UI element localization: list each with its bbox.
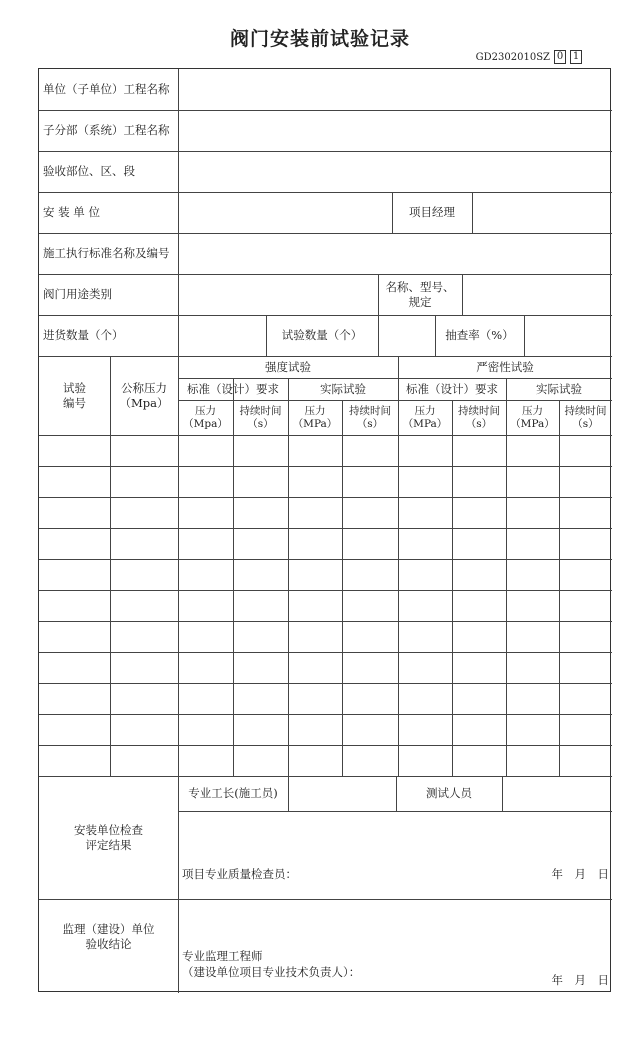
label-name-model-line1: 名称、型号、 [385,279,455,294]
field-test-qty[interactable] [379,316,434,355]
header-test-no-line1: 试验 [63,380,86,395]
label-foreman: 专业工长(施工员) [188,786,278,800]
table-row[interactable] [39,652,612,683]
header-duration-line2: （s） [465,417,493,430]
label-engineer-line2: （建设单位项目专业技术负责人）： [182,965,361,979]
form-code-box-2: 1 [570,50,582,64]
label-valve-use: 阀门用途类别 [43,287,112,301]
label-project-manager: 项目经理 [409,205,455,219]
date-install-check: 年 月 日 [551,867,609,881]
label-install-unit: 安 装 单 位 [43,205,100,219]
field-unit-name[interactable] [179,70,611,109]
record-form [38,68,611,992]
label-test-qty: 试验数量（个） [281,328,363,342]
field-foreman[interactable] [289,777,395,810]
form-code-prefix: GD2302010SZ [475,51,550,63]
label-tester: 测试人员 [426,786,472,800]
field-sample-rate[interactable] [525,316,611,355]
header-duration [233,400,288,435]
page-title: 阀门安装前试验记录 [229,28,410,50]
table-row[interactable] [39,466,612,497]
label-unit-name: 单位（子单位）工程名称 [43,82,170,96]
header-pressure-line2: （MPa） [510,417,555,430]
header-duration [559,400,612,435]
label-name-model-line2: 规定 [408,294,432,309]
header-duration-line1: 持续时间 [458,404,500,417]
header-nominal-pressure [110,356,178,435]
header-duration-line1: 持续时间 [349,404,391,417]
date-supervision: 年 月 日 [551,973,609,987]
field-tester[interactable] [503,777,611,810]
label-sample-rate: 抽查率（%） [445,328,514,342]
field-standard[interactable] [179,234,611,273]
header-duration-line1: 持续时间 [239,404,282,417]
field-valve-use[interactable] [179,275,377,314]
form-code-box-1: 0 [554,50,566,64]
header-duration-line1: 持续时间 [564,404,607,417]
header-nominal-line2: （Mpa） [119,395,169,410]
header-tightness-test: 严密性试验 [476,359,534,374]
table-row[interactable] [39,528,612,559]
field-install-unit[interactable] [179,193,391,232]
header-test-no [39,356,110,435]
label-supervision-line1: 监理（建设）单位 [62,922,155,936]
header-tightness-std: 标准（设计）要求 [406,381,498,396]
header-duration-line2: （s） [247,417,274,430]
header-strength-std: 标准（设计）要求 [187,381,279,396]
field-name-model[interactable] [463,275,611,314]
field-project-manager[interactable] [473,193,611,232]
header-pressure [178,400,233,435]
label-sub-name: 子分部（系统）工程名称 [43,123,170,137]
label-supervision [39,899,178,993]
table-row[interactable] [39,590,612,621]
field-install-check-result[interactable] [179,812,611,898]
header-duration-line2: （s） [572,417,599,430]
label-install-check-line1: 安装单位检查 [74,822,143,837]
label-engineer-line1: 专业监理工程师 [182,949,263,963]
header-tightness-actual: 实际试验 [536,381,582,396]
header-pressure-line2: （MPa） [402,417,448,430]
field-incoming-qty[interactable] [179,316,265,355]
label-supervision-line2: 验收结论 [85,937,132,951]
label-location: 验收部位、区、段 [43,164,135,178]
table-row[interactable] [39,435,612,466]
table-row[interactable] [39,559,612,590]
header-pressure-line1: 压力 [522,404,543,417]
header-pressure-line1: 压力 [195,404,216,417]
table-row[interactable] [39,497,612,528]
label-qc-inspector: 项目专业质量检查员： [182,867,297,881]
header-nominal-line1: 公称压力 [121,380,167,395]
label-standard: 施工执行标准名称及编号 [43,246,170,260]
label-name-model [378,274,462,315]
form-code [476,50,582,64]
table-row[interactable] [39,714,612,745]
header-pressure-line1: 压力 [414,404,436,417]
table-row[interactable] [39,621,612,652]
header-strength-actual: 实际试验 [320,381,366,396]
field-location[interactable] [179,152,611,191]
header-test-no-line2: 编号 [63,395,86,410]
header-duration-line2: （s） [356,417,384,430]
header-duration [342,400,398,435]
header-pressure [398,400,452,435]
header-pressure [288,400,342,435]
label-install-check-line2: 评定结果 [85,837,132,852]
label-install-check [39,776,178,899]
header-pressure-line2: （Mpa） [183,417,228,430]
header-duration [452,400,506,435]
table-row[interactable] [39,745,612,776]
header-pressure-line1: 压力 [304,404,326,417]
table-row[interactable] [39,683,612,714]
header-strength-test: 强度试验 [265,359,311,374]
header-pressure [506,400,559,435]
header-pressure-line2: （MPa） [292,417,338,430]
field-sub-name[interactable] [179,111,611,150]
label-incoming-qty: 进货数量（个） [43,328,124,342]
